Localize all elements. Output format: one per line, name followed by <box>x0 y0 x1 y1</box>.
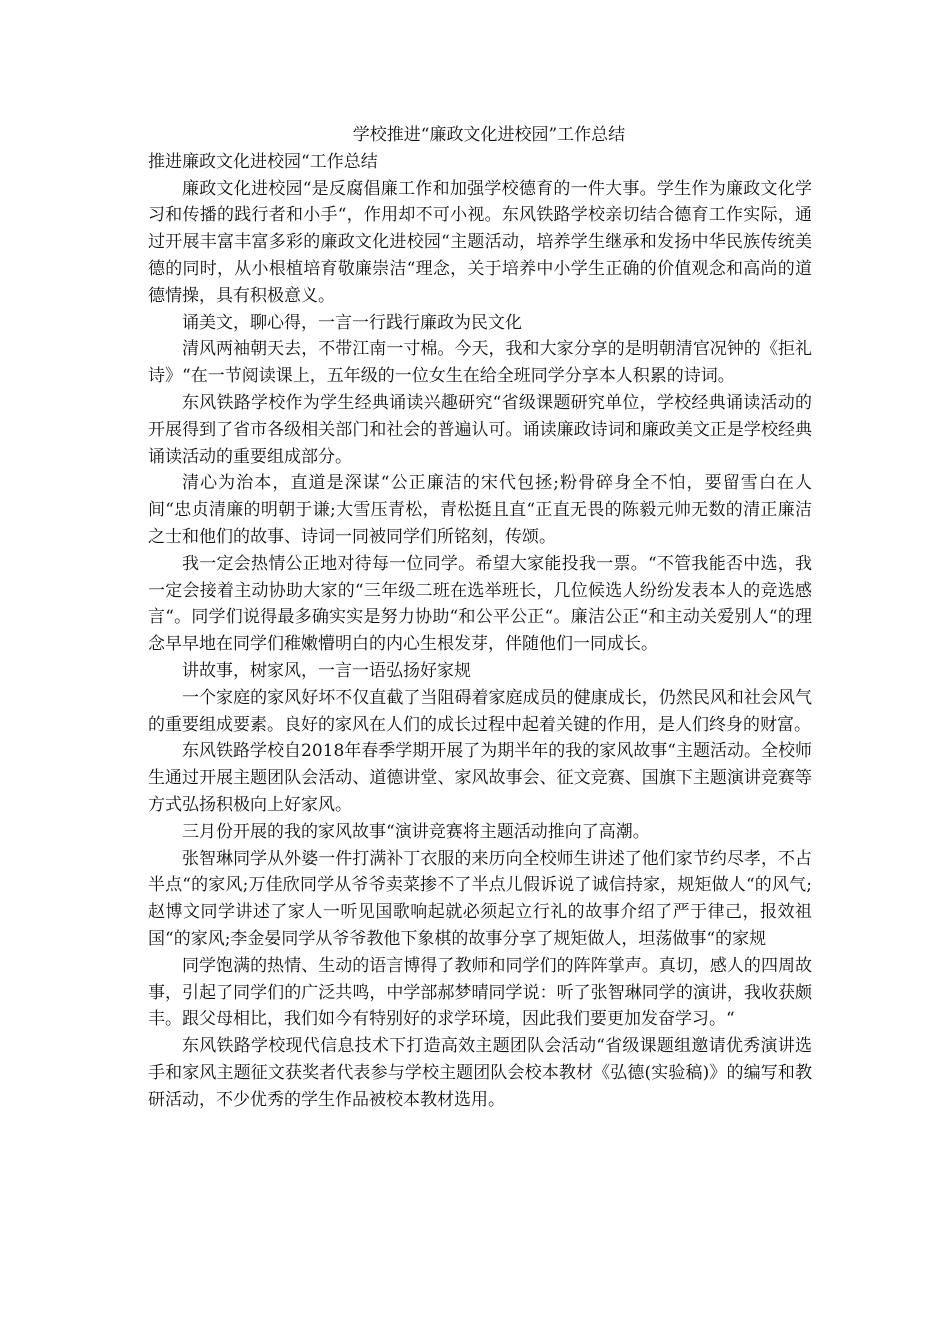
paragraph: 东风铁路学校作为学生经典诵读兴趣研究“省级课题研究单位，学校经典诵读活动的开展得到了省市各级相关部门和社会的普遍认可。诵读廉政诗词和廉政美文正是学校经典诵读活动的重要组成部分。 <box>148 392 812 467</box>
paragraph-intro: 廉政文化进校园“是反腐倡廉工作和加强学校德育的一件大事。学生作为廉政文化学习和传播的践行者和小手“，作用却不可小视。东风铁路学校亲切结合德育工作实际，通过开展丰富丰富多彩的廉政文化进校园“主题活动，培养学生继承和发扬中华民族传统美德的同时，从小根植培育敬廉崇洁“理念，关于培养中小学生正确的价值观念和高尚的道德情操，具有积极意义。 <box>148 178 812 306</box>
paragraph: 我一定会热情公正地对待每一位同学。希望大家能投我一票。“不管我能否中选，我一定会接着主动协助大家的“三年级二班在选举班长，几位候选人纷纷发表本人的竞选感言“。同学们说得最多确实实是努力协助“和公平公正“。廉洁公正“和主动关爱别人“的理念早早地在同学们稚嫩懵明白的内心生根发芽，伴随他们一同成长。 <box>148 553 812 655</box>
paragraph: 一个家庭的家风好坏不仅直截了当阻碍着家庭成员的健康成长，仍然民风和社会风气的重要组成要素。良好的家风在人们的成长过程中起着关键的作用，是人们终身的财富。 <box>148 687 812 735</box>
paragraph: 清心为治本，直道是深谋“公正廉洁的宋代包拯;粉骨碎身全不怕，要留雪白在人间“忠贞清廉的明朝于谦;大雪压青松，青松挺且直“正直无畏的陈毅元帅无数的清正廉洁之士和他们的故事、诗词一同被同学们所铭刻，传颂。 <box>148 473 812 547</box>
paragraph: 张智琳同学从外婆一件打满补丁衣服的来历向全校师生讲述了他们家节约尽孝，不占半点“的家风;万佳欣同学从爷爷卖菜掺不了半点儿假诉说了诚信持家，规矩做人“的风气;赵博文同学讲述了家人一听见国歌响起就必须起立行礼的故事介绍了严于律己，报效祖国“的家风;李金晏同学从爷爷教他下象棋的故事分享了规矩做人，坦荡做事“的家规 <box>148 848 812 949</box>
section-heading-family-tradition: 讲故事，树家风，一言一语弘扬好家规 <box>182 660 471 681</box>
document-subtitle: 推进廉政文化进校园“工作总结 <box>148 151 378 172</box>
paragraph: 同学饱满的热情、生动的语言博得了教师和同学们的阵阵掌声。真切，感人的四周故事，引起了同学们的广泛共鸣，中学部郝梦晴同学说：听了张智琳同学的演讲，我收获颇丰。跟父母相比，我们如今有特别好的求学环境，因此我们要更加发奋学习。“ <box>148 955 812 1030</box>
paragraph: 清风两袖朝天去，不带江南一寸棉。今天，我和大家分享的是明朝清官况钟的《拒礼诗》“在一节阅读课上，五年级的一位女生在给全班同学分享本人积累的诗词。 <box>148 339 812 387</box>
paragraph: 三月份开展的我的家风故事“演讲竞赛将主题活动推向了高潮。 <box>182 821 650 842</box>
paragraph: 东风铁路学校自2018年春季学期开展了为期半年的我的家风故事“主题活动。全校师生通过开展主题团队会活动、道德讲堂、家风故事会、征文竞赛、国旗下主题演讲竞赛等方式弘扬积极向上好家风。 <box>148 741 812 815</box>
document-page <box>148 122 812 1113</box>
section-heading-recitation: 诵美文，聊心得，一言一行践行廉政为民文化 <box>182 312 522 333</box>
document-title: 学校推进“廉政文化进校园”工作总结 <box>352 125 626 145</box>
paragraph: 东风铁路学校现代信息技术下打造高效主题团队会活动“省级课题组邀请优秀演讲选手和家风主题征文获奖者代表参与学校主题团队会校本教材《弘德(实验稿)》的编写和教研活动，不少优秀的学生作品被校本教材选用。 <box>148 1036 812 1110</box>
